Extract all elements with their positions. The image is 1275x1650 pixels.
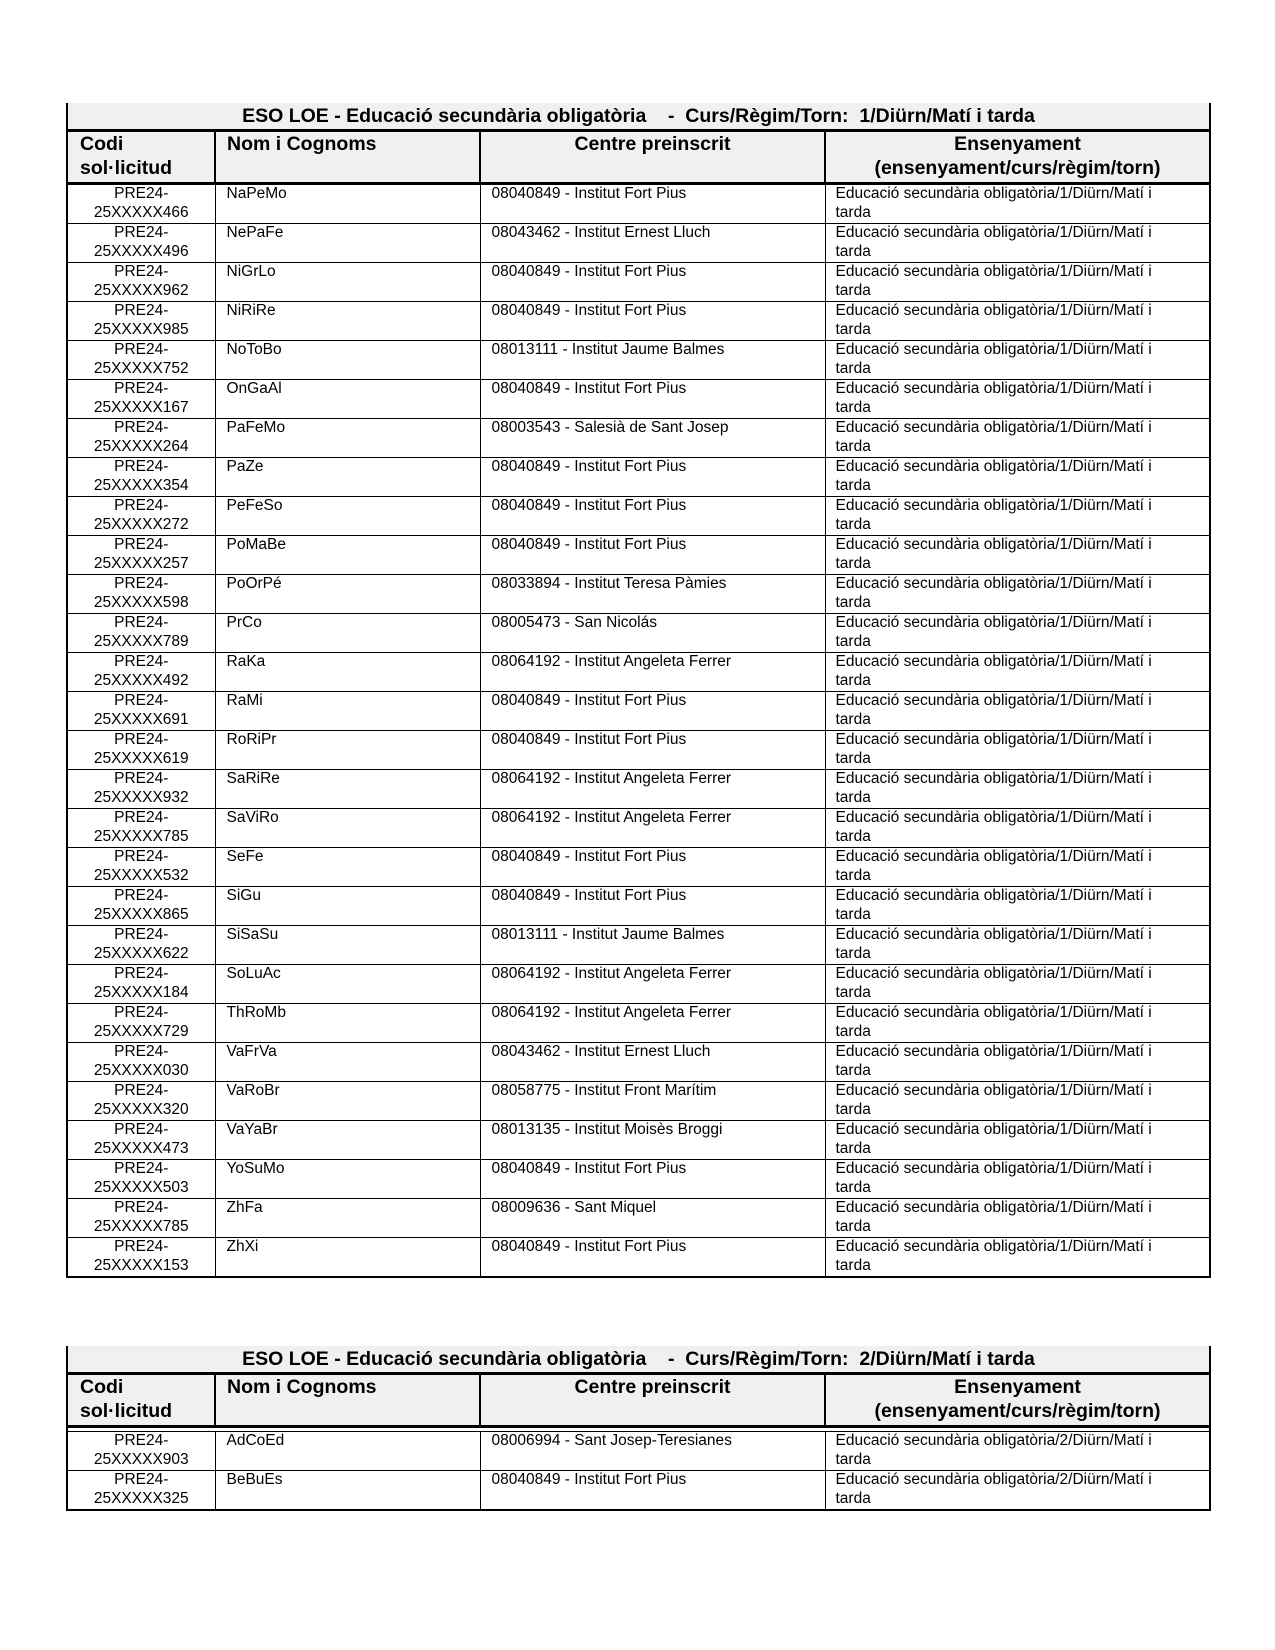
header-centre: Centre preinscrit bbox=[480, 1374, 825, 1427]
cell-nom: SoLuAc bbox=[215, 965, 480, 1004]
cell-ensenyament: Educació secundària obligatòria/1/Diürn/Matí i tarda bbox=[825, 497, 1210, 536]
cell-nom: PaZe bbox=[215, 458, 480, 497]
admissions-table bbox=[66, 1346, 1211, 1511]
cell-codi: PRE24- 25XXXXX729 bbox=[67, 1004, 215, 1043]
cell-ensenyament: Educació secundària obligatòria/1/Diürn/Matí i tarda bbox=[825, 419, 1210, 458]
cell-ensenyament: Educació secundària obligatòria/1/Diürn/Matí i tarda bbox=[825, 1238, 1210, 1278]
cell-codi: PRE24- 25XXXXX503 bbox=[67, 1160, 215, 1199]
table-row bbox=[67, 1238, 1210, 1278]
header-nom: Nom i Cognoms bbox=[215, 131, 480, 184]
cell-nom: PrCo bbox=[215, 614, 480, 653]
cell-codi: PRE24- 25XXXXX496 bbox=[67, 224, 215, 263]
cell-ensenyament: Educació secundària obligatòria/1/Diürn/Matí i tarda bbox=[825, 1004, 1210, 1043]
cell-nom: PaFeMo bbox=[215, 419, 480, 458]
table-row bbox=[67, 302, 1210, 341]
cell-centre: 08013111 - Institut Jaume Balmes bbox=[480, 926, 825, 965]
table-row bbox=[67, 770, 1210, 809]
table-title: ESO LOE - Educació secundària obligatòria - Curs/Règim/Torn: 2/Diürn/Matí i tarda bbox=[67, 1346, 1210, 1374]
cell-ensenyament: Educació secundària obligatòria/1/Diürn/Matí i tarda bbox=[825, 614, 1210, 653]
cell-nom: SiGu bbox=[215, 887, 480, 926]
header-ensenyament: Ensenyament (ensenyament/curs/règim/torn) bbox=[825, 1374, 1210, 1427]
cell-centre: 08040849 - Institut Fort Pius bbox=[480, 497, 825, 536]
cell-ensenyament: Educació secundària obligatòria/1/Diürn/Matí i tarda bbox=[825, 1082, 1210, 1121]
cell-centre: 08006994 - Sant Josep-Teresianes bbox=[480, 1432, 825, 1471]
cell-nom: SeFe bbox=[215, 848, 480, 887]
cell-ensenyament: Educació secundària obligatòria/1/Diürn/Matí i tarda bbox=[825, 926, 1210, 965]
cell-nom: VaYaBr bbox=[215, 1121, 480, 1160]
cell-ensenyament: Educació secundària obligatòria/1/Diürn/Matí i tarda bbox=[825, 341, 1210, 380]
table-row bbox=[67, 224, 1210, 263]
cell-nom: NiRiRe bbox=[215, 302, 480, 341]
cell-codi: PRE24- 25XXXXX153 bbox=[67, 1238, 215, 1278]
cell-centre: 08040849 - Institut Fort Pius bbox=[480, 458, 825, 497]
cell-ensenyament: Educació secundària obligatòria/1/Diürn/Matí i tarda bbox=[825, 809, 1210, 848]
cell-centre: 08013135 - Institut Moisès Broggi bbox=[480, 1121, 825, 1160]
cell-centre: 08040849 - Institut Fort Pius bbox=[480, 263, 825, 302]
table-row bbox=[67, 1432, 1210, 1471]
cell-ensenyament: Educació secundària obligatòria/1/Diürn/Matí i tarda bbox=[825, 731, 1210, 770]
cell-centre: 08040849 - Institut Fort Pius bbox=[480, 302, 825, 341]
cell-codi: PRE24- 25XXXXX619 bbox=[67, 731, 215, 770]
cell-nom: NePaFe bbox=[215, 224, 480, 263]
table-row bbox=[67, 1004, 1210, 1043]
cell-codi: PRE24- 25XXXXX752 bbox=[67, 341, 215, 380]
table-row bbox=[67, 184, 1210, 224]
cell-codi: PRE24- 25XXXXX865 bbox=[67, 887, 215, 926]
table-row bbox=[67, 614, 1210, 653]
cell-nom: RaMi bbox=[215, 692, 480, 731]
cell-nom: SiSaSu bbox=[215, 926, 480, 965]
table-row bbox=[67, 965, 1210, 1004]
cell-ensenyament: Educació secundària obligatòria/1/Diürn/Matí i tarda bbox=[825, 1199, 1210, 1238]
table-title-row bbox=[67, 1346, 1210, 1374]
table-row bbox=[67, 575, 1210, 614]
cell-codi: PRE24- 25XXXXX184 bbox=[67, 965, 215, 1004]
cell-nom: RoRiPr bbox=[215, 731, 480, 770]
column-header-row bbox=[67, 1374, 1210, 1427]
cell-codi: PRE24- 25XXXXX473 bbox=[67, 1121, 215, 1160]
table-row bbox=[67, 263, 1210, 302]
header-codi: Codi sol·licitud bbox=[67, 1374, 215, 1427]
cell-nom: YoSuMo bbox=[215, 1160, 480, 1199]
cell-codi: PRE24- 25XXXXX354 bbox=[67, 458, 215, 497]
table-row bbox=[67, 1082, 1210, 1121]
cell-codi: PRE24- 25XXXXX785 bbox=[67, 1199, 215, 1238]
cell-codi: PRE24- 25XXXXX789 bbox=[67, 614, 215, 653]
cell-codi: PRE24- 25XXXXX962 bbox=[67, 263, 215, 302]
cell-centre: 08064192 - Institut Angeleta Ferrer bbox=[480, 1004, 825, 1043]
cell-codi: PRE24- 25XXXXX785 bbox=[67, 809, 215, 848]
cell-codi: PRE24- 25XXXXX030 bbox=[67, 1043, 215, 1082]
cell-nom: VaRoBr bbox=[215, 1082, 480, 1121]
cell-ensenyament: Educació secundària obligatòria/1/Diürn/Matí i tarda bbox=[825, 263, 1210, 302]
table-row bbox=[67, 458, 1210, 497]
cell-ensenyament: Educació secundària obligatòria/1/Diürn/Matí i tarda bbox=[825, 224, 1210, 263]
cell-centre: 08040849 - Institut Fort Pius bbox=[480, 184, 825, 224]
cell-centre: 08043462 - Institut Ernest Lluch bbox=[480, 224, 825, 263]
cell-ensenyament: Educació secundària obligatòria/1/Diürn/Matí i tarda bbox=[825, 887, 1210, 926]
cell-centre: 08040849 - Institut Fort Pius bbox=[480, 1160, 825, 1199]
cell-centre: 08040849 - Institut Fort Pius bbox=[480, 731, 825, 770]
cell-codi: PRE24- 25XXXXX325 bbox=[67, 1471, 215, 1511]
cell-nom: NiGrLo bbox=[215, 263, 480, 302]
cell-ensenyament: Educació secundària obligatòria/1/Diürn/Matí i tarda bbox=[825, 380, 1210, 419]
cell-codi: PRE24- 25XXXXX167 bbox=[67, 380, 215, 419]
table-title: ESO LOE - Educació secundària obligatòria - Curs/Règim/Torn: 1/Diürn/Matí i tarda bbox=[67, 103, 1210, 131]
cell-nom: OnGaAl bbox=[215, 380, 480, 419]
cell-ensenyament: Educació secundària obligatòria/1/Diürn/Matí i tarda bbox=[825, 575, 1210, 614]
cell-codi: PRE24- 25XXXXX532 bbox=[67, 848, 215, 887]
table-row bbox=[67, 497, 1210, 536]
table-row bbox=[67, 1043, 1210, 1082]
cell-codi: PRE24- 25XXXXX622 bbox=[67, 926, 215, 965]
table-row bbox=[67, 809, 1210, 848]
table-row bbox=[67, 926, 1210, 965]
cell-codi: PRE24- 25XXXXX264 bbox=[67, 419, 215, 458]
table-row bbox=[67, 692, 1210, 731]
cell-nom: RaKa bbox=[215, 653, 480, 692]
cell-centre: 08013111 - Institut Jaume Balmes bbox=[480, 341, 825, 380]
table-curs-1 bbox=[66, 103, 1209, 1278]
cell-centre: 08040849 - Institut Fort Pius bbox=[480, 1471, 825, 1511]
table-title-row bbox=[67, 103, 1210, 131]
cell-nom: ZhFa bbox=[215, 1199, 480, 1238]
cell-codi: PRE24- 25XXXXX466 bbox=[67, 184, 215, 224]
table-row bbox=[67, 1471, 1210, 1511]
cell-codi: PRE24- 25XXXXX985 bbox=[67, 302, 215, 341]
cell-nom: SaViRo bbox=[215, 809, 480, 848]
cell-centre: 08005473 - San Nicolás bbox=[480, 614, 825, 653]
cell-ensenyament: Educació secundària obligatòria/1/Diürn/Matí i tarda bbox=[825, 1160, 1210, 1199]
cell-centre: 08040849 - Institut Fort Pius bbox=[480, 1238, 825, 1278]
cell-ensenyament: Educació secundària obligatòria/1/Diürn/Matí i tarda bbox=[825, 1121, 1210, 1160]
cell-codi: PRE24- 25XXXXX598 bbox=[67, 575, 215, 614]
cell-nom: VaFrVa bbox=[215, 1043, 480, 1082]
header-codi: Codi sol·licitud bbox=[67, 131, 215, 184]
cell-ensenyament: Educació secundària obligatòria/2/Diürn/Matí i tarda bbox=[825, 1432, 1210, 1471]
cell-centre: 08058775 - Institut Front Marítim bbox=[480, 1082, 825, 1121]
table-row bbox=[67, 848, 1210, 887]
cell-ensenyament: Educació secundària obligatòria/1/Diürn/Matí i tarda bbox=[825, 184, 1210, 224]
table-row bbox=[67, 731, 1210, 770]
cell-centre: 08040849 - Institut Fort Pius bbox=[480, 536, 825, 575]
cell-centre: 08064192 - Institut Angeleta Ferrer bbox=[480, 653, 825, 692]
table-row bbox=[67, 653, 1210, 692]
table-row bbox=[67, 536, 1210, 575]
table-row bbox=[67, 341, 1210, 380]
admissions-table bbox=[66, 103, 1211, 1278]
cell-nom: BeBuEs bbox=[215, 1471, 480, 1511]
cell-ensenyament: Educació secundària obligatòria/1/Diürn/Matí i tarda bbox=[825, 1043, 1210, 1082]
cell-ensenyament: Educació secundària obligatòria/1/Diürn/Matí i tarda bbox=[825, 965, 1210, 1004]
cell-codi: PRE24- 25XXXXX492 bbox=[67, 653, 215, 692]
cell-centre: 08003543 - Salesià de Sant Josep bbox=[480, 419, 825, 458]
table-row bbox=[67, 419, 1210, 458]
cell-ensenyament: Educació secundària obligatòria/1/Diürn/Matí i tarda bbox=[825, 848, 1210, 887]
cell-codi: PRE24- 25XXXXX320 bbox=[67, 1082, 215, 1121]
cell-centre: 08064192 - Institut Angeleta Ferrer bbox=[480, 770, 825, 809]
cell-nom: PeFeSo bbox=[215, 497, 480, 536]
cell-nom: AdCoEd bbox=[215, 1432, 480, 1471]
cell-nom: ZhXi bbox=[215, 1238, 480, 1278]
cell-ensenyament: Educació secundària obligatòria/1/Diürn/Matí i tarda bbox=[825, 458, 1210, 497]
cell-centre: 08033894 - Institut Teresa Pàmies bbox=[480, 575, 825, 614]
cell-codi: PRE24- 25XXXXX691 bbox=[67, 692, 215, 731]
cell-centre: 08040849 - Institut Fort Pius bbox=[480, 380, 825, 419]
cell-ensenyament: Educació secundària obligatòria/1/Diürn/Matí i tarda bbox=[825, 302, 1210, 341]
cell-codi: PRE24- 25XXXXX903 bbox=[67, 1432, 215, 1471]
table-curs-2 bbox=[66, 1346, 1209, 1511]
cell-ensenyament: Educació secundària obligatòria/1/Diürn/Matí i tarda bbox=[825, 770, 1210, 809]
cell-nom: ThRoMb bbox=[215, 1004, 480, 1043]
table-row bbox=[67, 380, 1210, 419]
cell-nom: SaRiRe bbox=[215, 770, 480, 809]
cell-ensenyament: Educació secundària obligatòria/1/Diürn/Matí i tarda bbox=[825, 653, 1210, 692]
cell-centre: 08040849 - Institut Fort Pius bbox=[480, 848, 825, 887]
cell-codi: PRE24- 25XXXXX257 bbox=[67, 536, 215, 575]
cell-nom: PoMaBe bbox=[215, 536, 480, 575]
cell-nom: PoOrPé bbox=[215, 575, 480, 614]
cell-centre: 08064192 - Institut Angeleta Ferrer bbox=[480, 965, 825, 1004]
cell-ensenyament: Educació secundària obligatòria/2/Diürn/Matí i tarda bbox=[825, 1471, 1210, 1511]
cell-codi: PRE24- 25XXXXX932 bbox=[67, 770, 215, 809]
column-header-row bbox=[67, 131, 1210, 184]
cell-centre: 08040849 - Institut Fort Pius bbox=[480, 887, 825, 926]
cell-centre: 08043462 - Institut Ernest Lluch bbox=[480, 1043, 825, 1082]
header-centre: Centre preinscrit bbox=[480, 131, 825, 184]
cell-codi: PRE24- 25XXXXX272 bbox=[67, 497, 215, 536]
table-row bbox=[67, 1121, 1210, 1160]
cell-centre: 08040849 - Institut Fort Pius bbox=[480, 692, 825, 731]
cell-ensenyament: Educació secundària obligatòria/1/Diürn/Matí i tarda bbox=[825, 692, 1210, 731]
header-ensenyament: Ensenyament (ensenyament/curs/règim/torn) bbox=[825, 131, 1210, 184]
cell-ensenyament: Educació secundària obligatòria/1/Diürn/Matí i tarda bbox=[825, 536, 1210, 575]
table-row bbox=[67, 887, 1210, 926]
cell-centre: 08064192 - Institut Angeleta Ferrer bbox=[480, 809, 825, 848]
cell-nom: NoToBo bbox=[215, 341, 480, 380]
header-nom: Nom i Cognoms bbox=[215, 1374, 480, 1427]
cell-nom: NaPeMo bbox=[215, 184, 480, 224]
cell-centre: 08009636 - Sant Miquel bbox=[480, 1199, 825, 1238]
table-row bbox=[67, 1160, 1210, 1199]
table-row bbox=[67, 1199, 1210, 1238]
